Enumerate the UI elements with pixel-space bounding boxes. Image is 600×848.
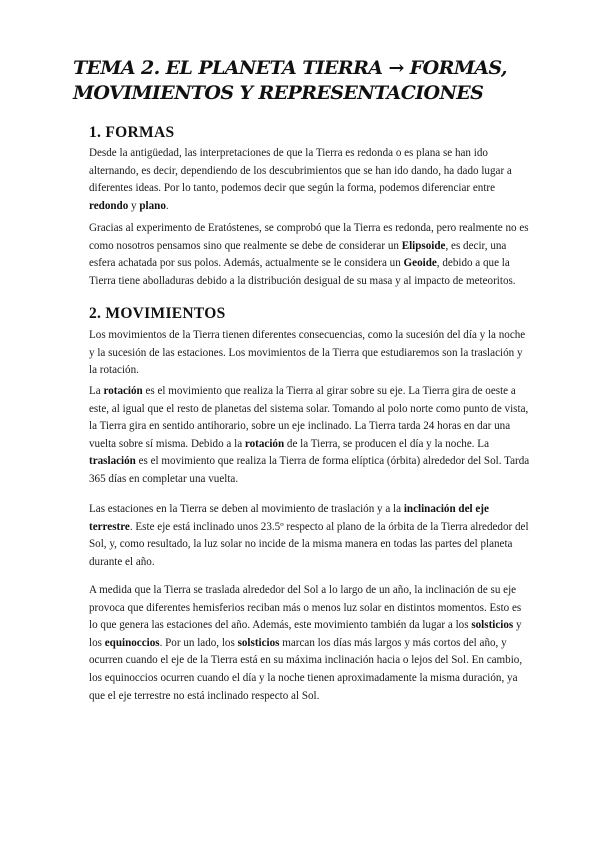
- bold-term: Elipsoide: [401, 239, 446, 252]
- bold-term: traslación: [89, 455, 136, 468]
- bold-term: equinoccios: [104, 636, 160, 649]
- bold-term: redondo: [89, 199, 129, 212]
- text-run: La: [89, 385, 104, 397]
- page-title: TEMA 2. EL PLANETA TIERRA → FORMAS, MOVIMIENTOS Y REPRESENTACIONES: [73, 57, 507, 104]
- text-run: marcan los días más largos y más cortos del año, y ocurren cuando el eje de la Tierra está en su máxima inclinación hacia o lejos del Sol. En cambio, los equinoccios ocurren cuando el día y la noche tienen aproximadamente la misma duración, ya que el eje terrestre no está inclinado respecto al Sol.: [89, 636, 523, 702]
- text-run: , es decir, una esfera achatada por sus polos. Además, actualmente se le considera un: [89, 239, 507, 270]
- bold-term: plano: [139, 199, 166, 212]
- text-run: es el movimiento que realiza la Tierra al girar sobre su eje. La Tierra gira de oeste a este, al igual que el resto de planetas del sistema solar. Tomando al polo norte como punto de vista, la Tierra gira en sentido antihorario, sobre un eje inclinado. La Tierra tarda 24 horas en dar una vuelta sobre sí misma. Debido a la: [89, 385, 529, 450]
- text-run: Los movimientos de la Tierra tienen diferentes consecuencias, como la sucesión del día y la noche y la sucesión de las estaciones. Los movimientos de la Tierra que estudiaremos son la traslación y la rotación.: [89, 329, 526, 377]
- text-run: . Por un lado, los: [159, 636, 238, 649]
- bold-term: rotación: [103, 385, 143, 397]
- paragraph: [89, 383, 531, 489]
- text-run: . Este eje está inclinado unos 23.5º respecto al plano de la órbita de la Tierra alrededor del Sol, y, como resultado, la luz solar no incide de la misma manera en todas las partes del planeta durante el año.: [89, 520, 529, 568]
- text-run: es el movimiento que realiza la Tierra de forma elíptica (órbita) alrededor del Sol. Tarda 365 días en completar una vuelta.: [89, 455, 530, 485]
- text-run: y los: [89, 619, 522, 649]
- paragraph: [89, 582, 531, 705]
- paragraph: [89, 145, 531, 215]
- bold-term: solsticios: [237, 636, 280, 649]
- paragraph: [89, 220, 531, 290]
- bold-term: Geoide: [403, 257, 437, 270]
- section-heading-movimientos: 2. MOVIMIENTOS: [89, 305, 226, 322]
- text-run: Desde la antigüedad, las interpretaciones de que la Tierra es redonda o es plana se han ido alternando, es decir, dependiendo de los descubrimientos que se han ido dando, ha dado lugar a diferentes ideas. Por lo tanto, podemos decir que según la forma, podemos diferenciar entre: [89, 147, 512, 195]
- text-run: A medida que la Tierra se traslada alrededor del Sol a lo largo de un año, la inclinación de su eje provoca que diferentes hemisferios reciban más o menos luz solar en distintos momentos. Esto es lo que genera las estaciones del año. Además, este movimiento también da lugar a los: [89, 584, 522, 632]
- text-run: , debido a que la Tierra tiene abolladuras debido a la distribución desigual de su masa y al impacto de meteoritos.: [89, 257, 516, 287]
- bold-term: solsticios: [471, 619, 514, 632]
- bold-term: inclinación del eje terrestre: [89, 503, 489, 533]
- text-run: y: [128, 199, 140, 212]
- text-run: de la Tierra, se producen el día y la noche. La: [284, 437, 489, 450]
- text-run: .: [165, 199, 169, 212]
- paragraph: [89, 327, 531, 380]
- bold-term: rotación: [244, 437, 285, 450]
- text-run: Gracias al experimento de Eratóstenes, se comprobó que la Tierra es redonda, pero realmente no es como nosotros pensamos sino que realmente se debe de considerar un: [89, 222, 529, 252]
- section-heading-formas: 1. FORMAS: [89, 124, 175, 141]
- text-run: Las estaciones en la Tierra se deben al movimiento de traslación y a la: [89, 503, 404, 515]
- paragraph: [89, 501, 531, 571]
